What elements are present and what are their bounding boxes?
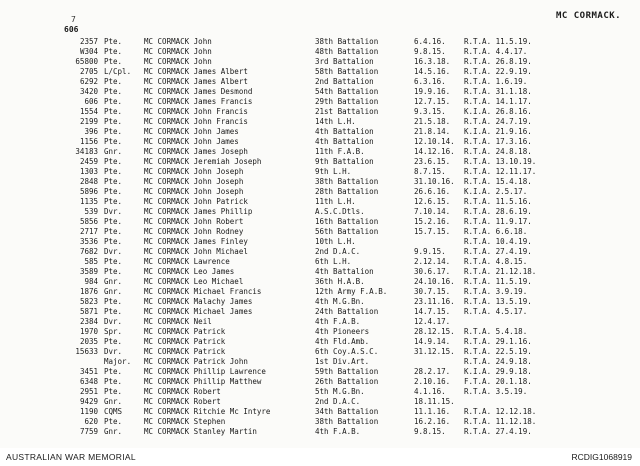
list-item [0,37,640,47]
list-item [0,97,640,107]
fate-and-date: R.T.A. 6.6.18. [464,227,528,236]
service-number: 2035 [79,337,98,346]
fate-and-date: R.T.A. 11.12.18. [464,417,537,426]
fate-and-date: R.T.A. 15.4.18. [464,177,532,186]
list-item [0,397,640,407]
soldier-name: MC CORMACK Patrick [144,337,226,346]
enlistment-date: 9.9.15. [414,247,446,256]
enlistment-date: 21.8.14. [414,127,451,136]
enlistment-date: 12.7.15. [414,97,451,106]
soldier-name: MC CORMACK Patrick John [144,357,248,366]
rank: Gnr. [104,287,123,296]
service-number: 2717 [79,227,98,236]
rank: Pte. [104,237,123,246]
list-item [0,207,640,217]
fate-and-date: R.T.A. 12.12.18. [464,407,537,416]
rank: Pte. [104,157,123,166]
rank: Dvr. [104,317,123,326]
service-number: 5896 [79,187,98,196]
unit: 2nd Battalion [315,77,374,86]
fate-and-date: R.T.A. 13.5.19. [464,297,532,306]
service-number: 539 [84,207,98,216]
fate-and-date: F.T.A. 20.1.18. [464,377,532,386]
unit: 9th L.H. [315,167,352,176]
enlistment-date: 12.6.15. [414,197,451,206]
soldier-name: MC CORMACK Michael James [144,307,253,316]
enlistment-date: 18.11.15. [414,397,455,406]
enlistment-date: 2.10.16. [414,377,451,386]
rank: Pte. [104,307,123,316]
fate-and-date: R.T.A. 14.1.17. [464,97,532,106]
unit: 6th Coy.A.S.C. [315,347,379,356]
list-item [0,357,640,367]
list-item [0,387,640,397]
fate-and-date: R.T.A. 5.4.18. [464,327,528,336]
soldier-name: MC CORMACK John James [144,137,239,146]
rank: Pte. [104,417,123,426]
soldier-name: MC CORMACK James Desmond [144,87,253,96]
list-item [0,107,640,117]
service-number: 7759 [79,427,98,436]
unit: 26th Battalion [315,377,379,386]
rank: Pte. [104,57,123,66]
service-number: 5871 [79,307,98,316]
service-number: 3420 [79,87,98,96]
enlistment-date: 14.7.15. [414,307,451,316]
enlistment-date: 15.7.15. [414,227,451,236]
soldier-name: MC CORMACK John Joseph [144,187,244,196]
rank: Pte. [104,337,123,346]
rank: Pte. [104,257,123,266]
enlistment-date: 24.10.16. [414,277,455,286]
rank: L/Cpl. [104,67,132,76]
rank: Gnr. [104,427,123,436]
list-item [0,167,640,177]
soldier-name: MC CORMACK John Robert [144,217,244,226]
enlistment-date: 31.12.15. [414,347,455,356]
unit: 21st Battalion [315,107,379,116]
enlistment-date: 4.1.16. [414,387,446,396]
rank: Spr. [104,327,123,336]
soldier-name: MC CORMACK Jeremiah Joseph [144,157,262,166]
rank: Major. [104,357,132,366]
rank: Pte. [104,117,123,126]
soldier-name: MC CORMACK Ritchie Mc Intyre [144,407,271,416]
rank: Pte. [104,197,123,206]
folio-handwritten-mark: 7 [71,15,76,24]
unit: 4th Fld.Amb. [315,337,370,346]
unit: 10th L.H. [315,237,356,246]
list-item [0,247,640,257]
enlistment-date: 15.2.16. [414,217,451,226]
soldier-name: MC CORMACK Malachy James [144,297,253,306]
fate-and-date: R.T.A. 4.4.17. [464,47,528,56]
service-number: 585 [84,257,98,266]
fate-and-date: K.I.A. 21.9.16. [464,127,532,136]
list-item [0,77,640,87]
service-number: 1970 [79,327,98,336]
enlistment-date: 23.11.16. [414,297,455,306]
unit: 12th Army F.A.B. [315,287,388,296]
enlistment-date: 11.1.16. [414,407,451,416]
fate-and-date: R.T.A. 12.11.17. [464,167,537,176]
service-number: 2459 [79,157,98,166]
fate-and-date: R.T.A. 13.10.19. [464,157,537,166]
fate-and-date: R.T.A. 22.5.19. [464,347,532,356]
rank: Pte. [104,137,123,146]
enlistment-date: 9.8.15. [414,47,446,56]
rank: Dvr. [104,347,123,356]
soldier-name: MC CORMACK John Michael [144,247,248,256]
service-number: 2199 [79,117,98,126]
soldier-name: MC CORMACK John Francis [144,117,248,126]
enlistment-date: 28.2.17. [414,367,451,376]
soldier-name: MC CORMACK James Joseph [144,147,248,156]
enlistment-date: 14.9.14. [414,337,451,346]
soldier-name: MC CORMACK John [144,47,212,56]
unit: 34th Battalion [315,407,379,416]
enlistment-date: 8.7.15. [414,167,446,176]
list-item [0,317,640,327]
enlistment-date: 6.4.16. [414,37,446,46]
unit: 4th Pioneers [315,327,370,336]
list-item [0,47,640,57]
enlistment-date: 16.2.16. [414,417,451,426]
unit: 38th Battalion [315,177,379,186]
fate-and-date: R.T.A. 31.1.18. [464,87,532,96]
fate-and-date: R.T.A. 10.4.19. [464,237,532,246]
enlistment-date: 28.12.15. [414,327,455,336]
list-item [0,257,640,267]
soldier-name: MC CORMACK Phillip Lawrence [144,367,266,376]
unit: 4th F.A.B. [315,317,361,326]
soldier-name: MC CORMACK James Francis [144,97,253,106]
service-number: 620 [84,417,98,426]
nominal-roll-list [0,37,640,437]
list-item [0,197,640,207]
service-number: 34183 [75,147,98,156]
fate-and-date: R.T.A. 21.12.18. [464,267,537,276]
list-item [0,87,640,97]
fate-and-date: R.T.A. 28.6.19. [464,207,532,216]
enlistment-date: 14.5.16. [414,67,451,76]
rank: Pte. [104,227,123,236]
rank: Dvr. [104,207,123,216]
list-item [0,287,640,297]
enlistment-date: 7.10.14. [414,207,451,216]
unit: 11th F.A.B. [315,147,365,156]
enlistment-date: 2.12.14. [414,257,451,266]
soldier-name: MC CORMACK Stephen [144,417,226,426]
service-number: 2848 [79,177,98,186]
soldier-name: MC CORMACK Lawrence [144,257,230,266]
unit: 5th M.G.Bn. [315,387,365,396]
unit: 16th Battalion [315,217,379,226]
soldier-name: MC CORMACK Patrick [144,347,226,356]
unit: 56th Battalion [315,227,379,236]
rank: Pte. [104,37,123,46]
footer-archive-name: AUSTRALIAN WAR MEMORIAL [6,452,136,462]
service-number: 5856 [79,217,98,226]
soldier-name: MC CORMACK Stanley Martin [144,427,257,436]
enlistment-date: 31.10.16. [414,177,455,186]
folio-number: 606 [64,25,79,34]
soldier-name: MC CORMACK Robert [144,397,221,406]
rank: Pte. [104,97,123,106]
service-number: 2357 [79,37,98,46]
service-number: 65800 [75,57,98,66]
enlistment-date: 26.6.16. [414,187,451,196]
rank: Gnr. [104,147,123,156]
unit: 38th Battalion [315,37,379,46]
fate-and-date: R.T.A. 24.9.18. [464,357,532,366]
fate-and-date: R.T.A. 17.3.16. [464,137,532,146]
unit: 54th Battalion [315,87,379,96]
fate-and-date: R.T.A. 4.8.15. [464,257,528,266]
soldier-name: MC CORMACK Robert [144,387,221,396]
enlistment-date: 9.8.15. [414,427,446,436]
unit: 59th Battalion [315,367,379,376]
fate-and-date: R.T.A. 24.8.18. [464,147,532,156]
unit: 36th H.A.B. [315,277,365,286]
unit: 24th Battalion [315,307,379,316]
soldier-name: MC CORMACK Michael Francis [144,287,262,296]
service-number: 1303 [79,167,98,176]
service-number: 984 [84,277,98,286]
unit: 48th Battalion [315,47,379,56]
unit: 9th Battalion [315,157,374,166]
list-item [0,117,640,127]
soldier-name: MC CORMACK James Finley [144,237,248,246]
service-number: 1554 [79,107,98,116]
list-item [0,147,640,157]
fate-and-date: R.T.A. 27.4.19. [464,247,532,256]
list-item [0,407,640,417]
rank: Pte. [104,377,123,386]
soldier-name: MC CORMACK John Joseph [144,177,244,186]
fate-and-date: R.T.A. 27.4.19. [464,427,532,436]
unit: 14th L.H. [315,117,356,126]
list-item [0,337,640,347]
soldier-name: MC CORMACK James Albert [144,67,248,76]
rank: Pte. [104,297,123,306]
fate-and-date: R.T.A. 24.7.19. [464,117,532,126]
enlistment-date: 14.12.16. [414,147,455,156]
rank: Pte. [104,47,123,56]
list-item [0,127,640,137]
service-number: 7682 [79,247,98,256]
list-item [0,277,640,287]
fate-and-date: R.T.A. 11.5.19. [464,37,532,46]
soldier-name: MC CORMACK Leo Michael [144,277,244,286]
unit: 58th Battalion [315,67,379,76]
rank: Pte. [104,387,123,396]
footer-bar [0,448,640,466]
soldier-name: MC CORMACK John Patrick [144,197,248,206]
soldier-name: MC CORMACK John James [144,127,239,136]
enlistment-date: 12.10.14. [414,137,455,146]
service-number: 396 [84,127,98,136]
unit: 4th M.G.Bn. [315,297,365,306]
page-heading: MC CORMACK. [556,11,622,21]
rank: Pte. [104,167,123,176]
service-number: 2384 [79,317,98,326]
enlistment-date: 21.5.18. [414,117,451,126]
service-number: 9429 [79,397,98,406]
soldier-name: MC CORMACK John [144,57,212,66]
unit: A.S.C.Dtls. [315,207,365,216]
soldier-name: MC CORMACK John Joseph [144,167,244,176]
service-number: 15633 [75,347,98,356]
unit: 6th L.H. [315,257,352,266]
unit: 29th Battalion [315,97,379,106]
service-number: 5823 [79,297,98,306]
rank: Pte. [104,217,123,226]
rank: Pte. [104,77,123,86]
unit: 4th Battalion [315,137,374,146]
enlistment-date: 30.7.15. [414,287,451,296]
rank: Pte. [104,107,123,116]
service-number: 3451 [79,367,98,376]
rank: Gnr. [104,397,123,406]
list-item [0,187,640,197]
service-number: 606 [84,97,98,106]
list-item [0,417,640,427]
list-item [0,137,640,147]
rank: Pte. [104,367,123,376]
service-number: 3536 [79,237,98,246]
service-number: 2705 [79,67,98,76]
list-item [0,67,640,77]
unit: 38th Battalion [315,417,379,426]
fate-and-date: R.T.A. 11.5.16. [464,197,532,206]
rank: Dvr. [104,247,123,256]
unit: 28th Battalion [315,187,379,196]
list-item [0,157,640,167]
fate-and-date: K.I.A. 2.5.17. [464,187,528,196]
soldier-name: MC CORMACK John Francis [144,107,248,116]
service-number: 1156 [79,137,98,146]
fate-and-date: K.I.A. 29.9.18. [464,367,532,376]
fate-and-date: R.T.A. 22.9.19. [464,67,532,76]
rank: Pte. [104,187,123,196]
list-item [0,227,640,237]
soldier-name: MC CORMACK John Rodney [144,227,244,236]
unit: 11th L.H. [315,197,356,206]
fate-and-date: R.T.A. 4.5.17. [464,307,528,316]
soldier-name: MC CORMACK John [144,37,212,46]
soldier-name: MC CORMACK James Phillip [144,207,253,216]
footer-record-id: RCDIG1068919 [571,452,632,462]
unit: 1st Div.Art. [315,357,370,366]
enlistment-date: 19.9.16. [414,87,451,96]
service-number: 3589 [79,267,98,276]
rank: Pte. [104,267,123,276]
list-item [0,267,640,277]
soldier-name: MC CORMACK James Albert [144,77,248,86]
enlistment-date: 6.3.16. [414,77,446,86]
unit: 4th F.A.B. [315,427,361,436]
list-item [0,377,640,387]
soldier-name: MC CORMACK Phillip Matthew [144,377,262,386]
unit: 2nd D.A.C. [315,397,361,406]
rank: Pte. [104,127,123,136]
list-item [0,347,640,357]
service-number: 1135 [79,197,98,206]
service-number: 1190 [79,407,98,416]
list-item [0,307,640,317]
fate-and-date: R.T.A. 11.5.19. [464,277,532,286]
unit: 3rd Battalion [315,57,374,66]
fate-and-date: R.T.A. 29.1.16. [464,337,532,346]
service-number: 6348 [79,377,98,386]
fate-and-date: R.T.A. 1.6.19. [464,77,528,86]
enlistment-date: 16.3.18. [414,57,451,66]
list-item [0,57,640,67]
service-number: W304 [79,47,98,56]
rank: Pte. [104,87,123,96]
list-item [0,327,640,337]
list-item [0,237,640,247]
unit: 4th Battalion [315,267,374,276]
soldier-name: MC CORMACK Patrick [144,327,226,336]
enlistment-date: 30.6.17. [414,267,451,276]
fate-and-date: R.T.A. 26.8.19. [464,57,532,66]
service-number: 1876 [79,287,98,296]
fate-and-date: R.T.A. 3.9.19. [464,287,528,296]
list-item [0,297,640,307]
list-item [0,177,640,187]
rank: CQMS [104,407,123,416]
unit: 4th Battalion [315,127,374,136]
list-item [0,427,640,437]
service-number: 2951 [79,387,98,396]
fate-and-date: K.I.A. 26.8.16. [464,107,532,116]
service-number: 6292 [79,77,98,86]
fate-and-date: R.T.A. 11.9.17. [464,217,532,226]
enlistment-date: 23.6.15. [414,157,451,166]
enlistment-date: 12.4.17. [414,317,451,326]
soldier-name: MC CORMACK Neil [144,317,212,326]
enlistment-date: 9.3.15. [414,107,446,116]
unit: 2nd D.A.C. [315,247,361,256]
list-item [0,367,640,377]
rank: Gnr. [104,277,123,286]
list-item [0,217,640,227]
rank: Pte. [104,177,123,186]
fate-and-date: R.T.A. 3.5.19. [464,387,528,396]
soldier-name: MC CORMACK Leo James [144,267,235,276]
